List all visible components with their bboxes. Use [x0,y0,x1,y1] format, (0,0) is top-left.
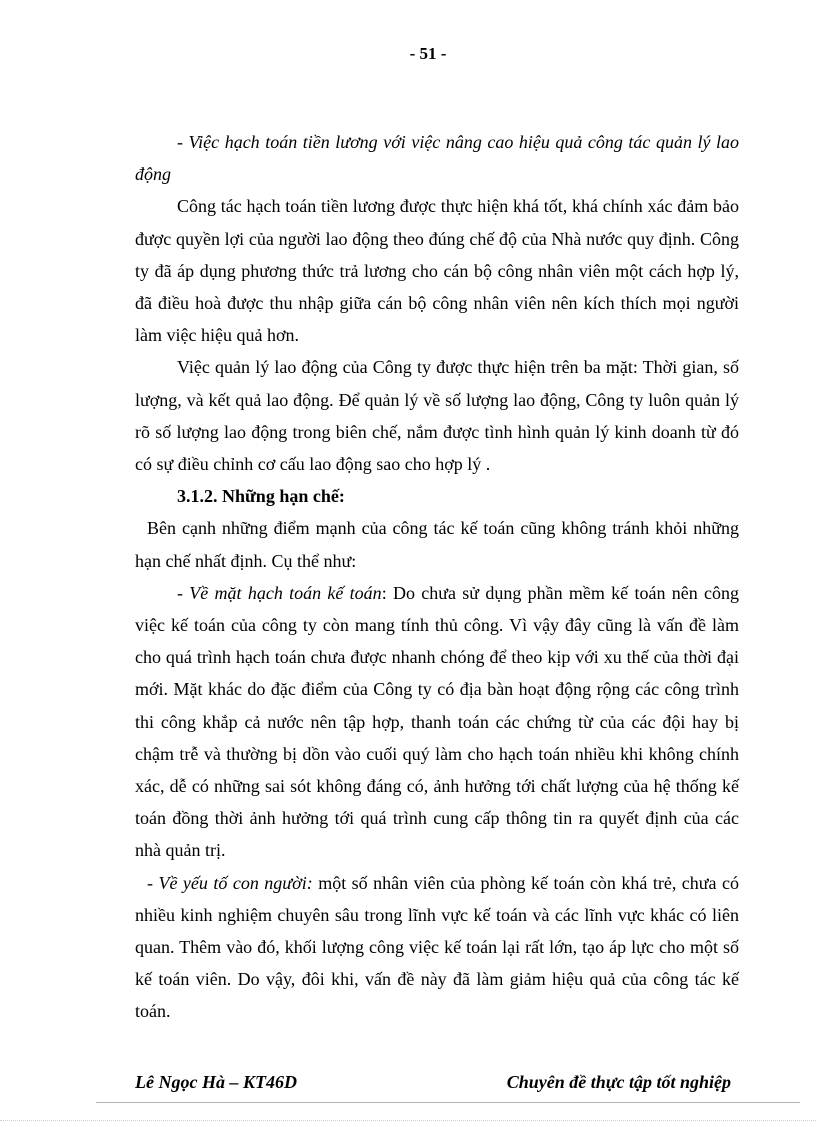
paragraph-italic-heading [135,126,739,190]
document-body [135,126,739,1028]
paragraph: Bên cạnh những điểm mạnh của công tác kế toán cũng không tránh khỏi những hạn chế nhất định. Cụ thể như: [135,518,739,571]
dash: - [147,872,159,893]
footer-rule [96,1102,800,1103]
paragraph-human-factor [135,867,739,1028]
paragraph-text: một số nhân viên của phòng kế toán còn khá trẻ, chưa có nhiều kinh nghiệm chuyên sâu trong lĩnh vực kế toán và các lĩnh vực khác có liên quan. Thêm vào đó, khối lượng công việc kế toán lại rất lớn, tạo áp lực cho một số kế toán viên. Do vậy, đôi khi, vấn đề này đã làm giảm hiệu quả của công tác kế toán. [135,872,739,1022]
footer-author: Lê Ngọc Hà – KT46D [135,1072,297,1092]
paragraph: Việc quản lý lao động của Công ty được thực hiện trên ba mặt: Thời gian, số lượng, và kết quả lao động. Để quản lý về số lượng lao động, Công ty luôn quản lý rõ số lượng lao động trong biên chế, nắm được tình hình quản lý kinh doanh từ đó có sự điều chỉnh cơ cấu lao động sao cho hợp lý . [135,357,739,475]
italic-text: - Việc hạch toán tiền lương với việc nâng cao hiệu quả công tác quản lý lao động [135,132,739,185]
section-heading: 3.1.2. Những hạn chế: [177,486,345,507]
page-number: - 51 - [409,44,447,63]
paragraph-text: : Do chưa sử dụng phần mềm kế toán nên công việc kế toán của công ty còn mang tính thủ công. Vì vậy đây cũng là vấn đề làm cho quá trình hạch toán chưa được nhanh chóng để theo kịp với xu thế của thời đại mới. Mặt khác do đặc điểm của Công ty có địa bàn hoạt động rộng các công trình thi công khắp cả nước nên tập hợp, thanh toán các chứng từ của các đội hay bị chậm trễ và thường bị dồn vào cuối quý làm cho hạch toán nhiều khi không chính xác, dễ có những sai sót không đáng có, ảnh hưởng tới chất lượng của hệ thống kế toán đồng thời ảnh hưởng tới quá trình cung cấp thông tin ra quyết định của các nhà quản trị. [135,582,740,861]
page-bottom-dotted-line [0,1120,816,1121]
paragraph: Công tác hạch toán tiền lương được thực hiện khá tốt, khá chính xác đảm bảo được quyền lợi của người lao động theo đúng chế độ của Nhà nước quy định. Công ty đã áp dụng phương thức trả lương cho cán bộ công nhân viên một cách hợp lý, đã điều hoà được thu nhập giữa cán bộ công nhân viên nên kích thích mọi người làm việc hiệu quả hơn. [135,196,739,346]
italic-label: - Về mặt hạch toán kế toán [177,582,382,603]
paragraph-accounting [135,577,739,867]
footer-title: Chuyên đề thực tập tốt nghiệp [506,1072,731,1092]
italic-label: Về yếu tố con người: [158,872,313,893]
